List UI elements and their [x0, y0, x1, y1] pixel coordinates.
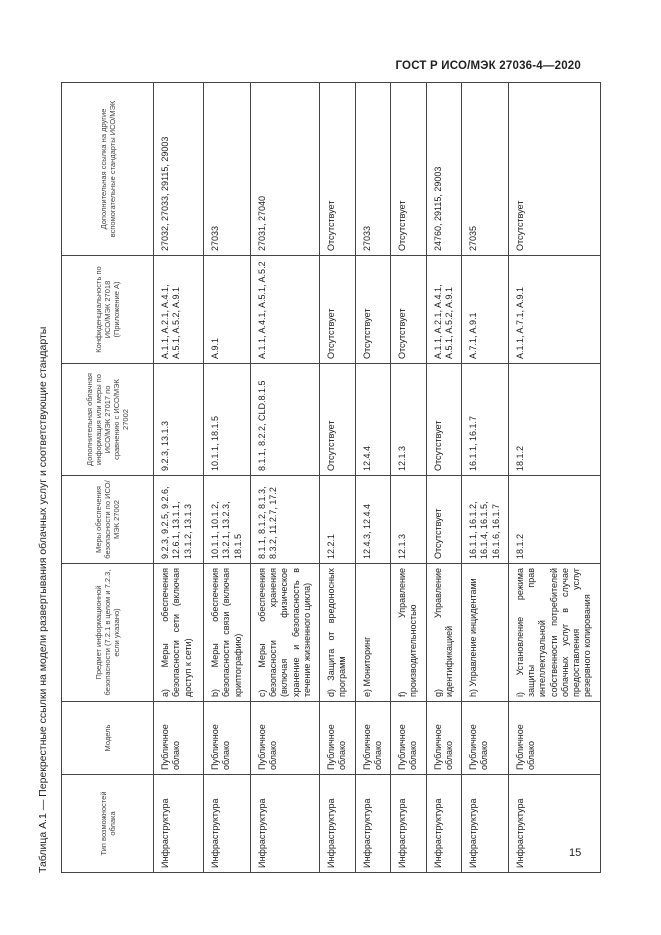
table-cell: Отсутствует — [426, 364, 462, 476]
table-row — [391, 83, 427, 873]
header-cell: Предмет информационной безопасности (7.2.1 в целом и 7.2.3, если указано) — [62, 564, 154, 702]
table-cell: 24760, 29115, 29003 — [426, 83, 462, 256]
table-cell: Отсутствует — [426, 476, 462, 564]
table-cell: Публичное облако — [355, 702, 391, 775]
table-row — [154, 83, 204, 873]
table-row — [320, 83, 356, 873]
table-cell: 10.1.1, 18.1.5 — [204, 364, 251, 476]
rotated-table-container — [37, 83, 593, 873]
table-cell: 27033 — [355, 83, 391, 256]
table-cell: 18.1.2 — [508, 364, 600, 476]
table-cell: 12.2.1 — [320, 476, 356, 564]
header-cell: Тип возможностей облака — [62, 775, 154, 873]
table-header-row — [62, 83, 154, 873]
header-cell: Дополнительная ссылка на другие вспомогательные стандарты ИСО/МЭК — [62, 83, 154, 256]
table-cell: Инфраструктура — [250, 775, 319, 873]
page-number: 15 — [569, 847, 582, 859]
table-cell: A.9.1 — [204, 256, 251, 364]
header-cell: Модель — [62, 702, 154, 775]
table-cell: d) Защита от вредоносных программ — [320, 564, 356, 702]
table-cell: 12.4.4 — [355, 364, 391, 476]
table-cell: Публичное облако — [508, 702, 600, 775]
table-cell: A.1.1, A.4.1, A.5.1, A.5.2 — [250, 256, 319, 364]
table-cell: 27031, 27040 — [250, 83, 319, 256]
table-cell: 16.1.1, 16.1.2, 16.1.4, 16.1.5, 16.1.6, 16.1.7 — [462, 476, 509, 564]
table-cell: 18.1.2 — [508, 476, 600, 564]
table-cell: A.1.1, A.2.1, A.4.1, A.5.1, A.5.2, A.9.1 — [426, 256, 462, 364]
table-cell: 8.1.1, 8.1.2, 8.1.3, 8.3.2, 11.2.7, 17.2 — [250, 476, 319, 564]
table-cell: Публичное облако — [250, 702, 319, 775]
table-cell: Инфраструктура — [462, 775, 509, 873]
table-cell: 12.1.3 — [391, 364, 427, 476]
table-cell: 12.4.3, 12.4.4 — [355, 476, 391, 564]
table-cell: 16.1.1, 16.1.7 — [462, 364, 509, 476]
table-cell: b) Меры обеспечения безопасности связи (включая криптографию) — [204, 564, 251, 702]
table-cell: h) Управление инцидентами — [462, 564, 509, 702]
table-cell: Публичное облако — [154, 702, 204, 775]
table-row — [204, 83, 251, 873]
table-cell: Публичное облако — [391, 702, 427, 775]
table-cell: g) Управление идентификацией — [426, 564, 462, 702]
table-cell: Инфраструктура — [154, 775, 204, 873]
table-row — [355, 83, 391, 873]
table-cell: 8.1.1, 8.2.2, CLD.8.1.5 — [250, 364, 319, 476]
table-cell: A.7.1, A.9.1 — [462, 256, 509, 364]
table-caption: Таблица А.1 — Перекрестные ссылки на модели развертывания облачных услуг и соответствующие стандарты — [37, 326, 49, 873]
table-cell: Отсутствует — [391, 256, 427, 364]
table-cell: 9.2.3, 13.1.3 — [154, 364, 204, 476]
table-cell: Публичное облако — [204, 702, 251, 775]
table-cell: Инфраструктура — [320, 775, 356, 873]
table-row — [250, 83, 319, 873]
table-cell: Публичное облако — [462, 702, 509, 775]
table-cell: Отсутствует — [355, 256, 391, 364]
table-cell: Отсутствует — [320, 364, 356, 476]
table-cell: A.1.1, A.7.1, A.9.1 — [508, 256, 600, 364]
header-cell: Конфиденциальность по ИСО/МЭК 27018 (Приложение А) — [62, 256, 154, 364]
table-cell: Отсутствует — [320, 83, 356, 256]
table-cell: Инфраструктура — [508, 775, 600, 873]
cross-reference-table — [61, 82, 601, 873]
table-cell: c) Меры обеспечения безопасности хранения (включая физическое хранение и безопасность в течение жизненного цикла) — [250, 564, 319, 702]
table-cell: 9.2.3, 9.2.5, 9.2.6, 12.6.1, 13.1.1, 13.1.2, 13.1.3 — [154, 476, 204, 564]
table-cell: Отсутствует — [508, 83, 600, 256]
table-cell: 12.1.3 — [391, 476, 427, 564]
table-cell: 27035 — [462, 83, 509, 256]
table-cell: Публичное облако — [426, 702, 462, 775]
table-cell: 10.1.1, 10.1.2, 13.2.1, 13.2.3, 18.1.5 — [204, 476, 251, 564]
table-cell: 27032, 27033, 29115, 29003 — [154, 83, 204, 256]
document-header: ГОСТ Р ИСО/МЭК 27036-4—2020 — [395, 60, 581, 72]
table-row — [508, 83, 600, 873]
table-cell: Инфраструктура — [355, 775, 391, 873]
table-cell: i) Установление режима защиты прав интеллектуальной собственности потребителей облачных услуг в случае предоставления услуг резервного копирования — [508, 564, 600, 702]
table-cell: e) Мониторинг — [355, 564, 391, 702]
table-cell: 27033 — [204, 83, 251, 256]
table-cell: Инфраструктура — [426, 775, 462, 873]
table-cell: f) Управление производительностью — [391, 564, 427, 702]
table-cell: Публичное облако — [320, 702, 356, 775]
table-cell: Отсутствует — [320, 256, 356, 364]
table-cell: A.1.1, A.2.1, A.4.1, A.5.1, A.5.2, A.9.1 — [154, 256, 204, 364]
header-cell: Дополнительная облачная информация или меры по ИСО/МЭК 27017 по сравнению с ИСО/МЭК 27002 — [62, 364, 154, 476]
table-cell: Инфраструктура — [204, 775, 251, 873]
table-row — [462, 83, 509, 873]
header-cell: Меры обеспечения безопасности по ИСО/МЭК 27002 — [62, 476, 154, 564]
table-row — [426, 83, 462, 873]
table-cell: Отсутствует — [391, 83, 427, 256]
table-cell: Инфраструктура — [391, 775, 427, 873]
table-cell: a) Меры обеспечения безопасности сети (включая доступ к сети) — [154, 564, 204, 702]
